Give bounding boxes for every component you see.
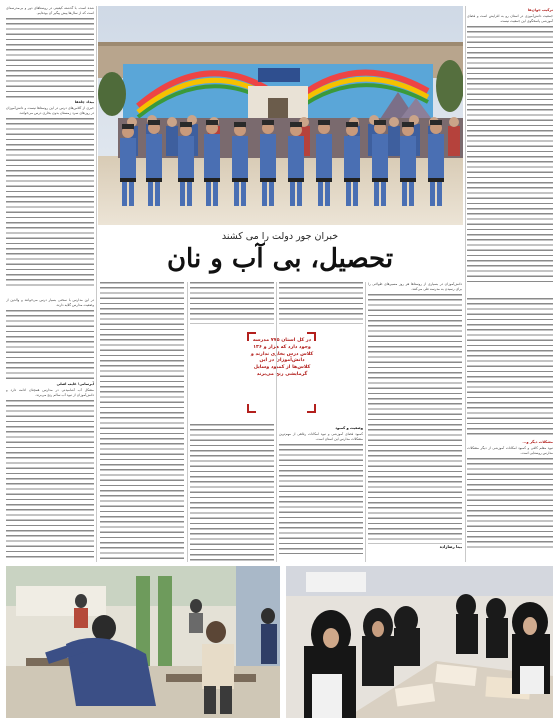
paragraph: مشکل آب آشامیدنی در مدارس همچنان ادامه دارد و دانش‌آموزان از نبود آب سالم رنج می‌برند.: [6, 388, 94, 398]
left-column-lower: [6, 298, 94, 560]
body-text-lines: [467, 298, 553, 438]
paragraph: شده است. با گذشته کیفیتی در روستاهای دور و بی‌مدرسه‌ای است که از سال‌ها پیش پیگیر آن بوده‌ایم.: [6, 6, 94, 16]
column-rule: [365, 282, 366, 562]
classroom-illustration: [286, 566, 553, 718]
center-column-3: [279, 282, 363, 562]
paragraph: خبری از کلاس‌های درس در این روستاها نیست و دانش‌آموزان در روزهای سرد زمستان بدون بخاری درس می‌خوانند.: [6, 106, 94, 116]
body-text-lines: [467, 26, 553, 286]
school-children-illustration: [98, 6, 463, 225]
body-text-lines: [6, 118, 94, 288]
bottom-left-photo-workshop: [6, 566, 280, 718]
body-text-lines: [6, 18, 94, 98]
left-column-upper: [6, 6, 94, 296]
body-text-lines: [467, 458, 553, 550]
center-column-1: [100, 282, 184, 562]
paragraph: جمعیت دانش‌آموزی در استان رو به افزایش است و فضای آموزشی پاسخگوی این جمعیت نیست.: [467, 14, 553, 24]
article-headline: تحصیل، بی آب و نان: [166, 244, 394, 274]
subheading: وضعیت و کمبود: [335, 426, 363, 430]
byline: بیتا رضازاده: [439, 544, 462, 549]
workshop-illustration: [6, 566, 280, 718]
subheading: بیداد چاه‌ها: [74, 100, 94, 104]
body-text-lines: [190, 282, 274, 324]
right-column-upper: [467, 6, 553, 296]
pull-quote-corner-br: [307, 404, 316, 413]
column-rule: [465, 6, 466, 562]
body-text-lines: [6, 310, 94, 380]
paragraph: نبود معلم کافی و کمبود امکانات آموزشی از دیگر مشکلات مدارس روستایی است.: [467, 446, 553, 456]
paragraph: در این مدارس با سختی بسیار درس می‌خوانند و والدین از وضعیت مدارس گلایه دارند.: [6, 298, 94, 308]
paragraph: دانش‌آموزان در بسیاری از روستاها هر روز مسیرهای طولانی را برای رسیدن به مدرسه طی می‌کنند.: [368, 282, 462, 292]
pull-quote: در کل استان ۷۷۵ مدرسه وجود دارد که هزار و ۱۳۶ کلاس درس بخاری ندارند و دانش‌آموزان در این کلاس‌ها از کمبود وسایل گرمایشی رنج می‌برند: [250, 338, 314, 377]
body-text-lines: [279, 282, 363, 324]
subheading: آبرسانی؛ غایب اصلی: [56, 382, 94, 386]
right-column-lower: [467, 298, 553, 560]
body-text-lines: [279, 444, 363, 554]
subheading: ترکیب جوان‌ها: [527, 8, 553, 12]
paragraph: کمبود فضای آموزشی و نبود امکانات رفاهی از مهم‌ترین مشکلات مدارس این استان است.: [279, 432, 363, 442]
top-photo-school-children: [98, 6, 463, 225]
column-rule: [187, 282, 188, 562]
column-rule: [96, 6, 97, 562]
subheading: مشکلات دیگر و...: [522, 440, 553, 444]
pull-quote-corner-bl: [247, 404, 256, 413]
body-text-lines: [6, 400, 94, 560]
column-rule: [276, 282, 277, 562]
article-kicker: خبران جور دولت را می کشند: [221, 231, 339, 242]
body-text-lines: [190, 424, 274, 562]
center-column-2: [190, 282, 274, 562]
center-column-4: [368, 282, 462, 562]
body-text-lines: [368, 294, 462, 544]
bottom-right-photo-classroom: [286, 566, 553, 718]
